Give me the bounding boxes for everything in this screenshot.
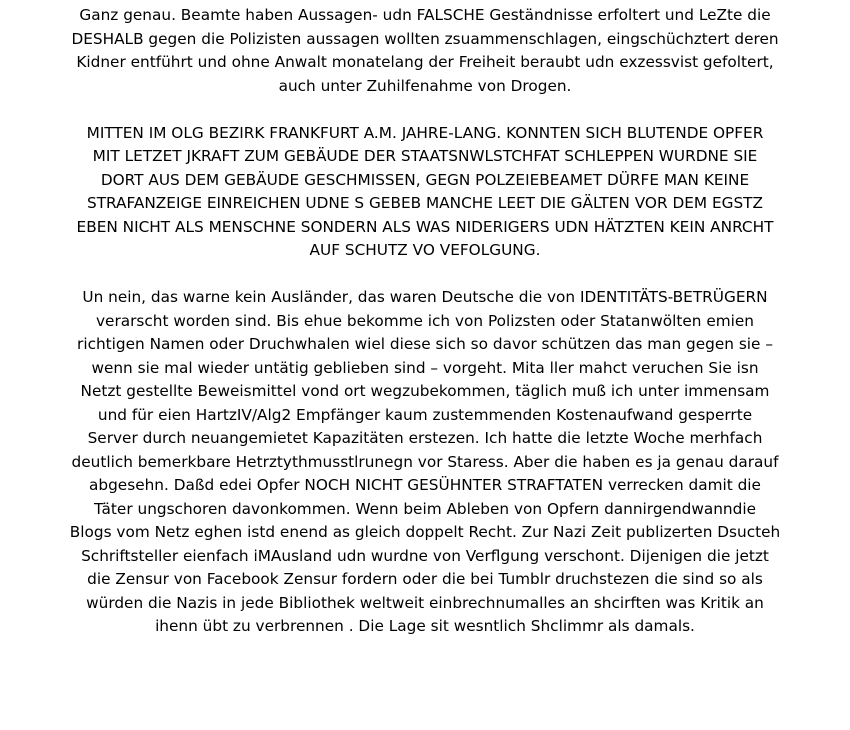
paragraph-1 [8,4,842,98]
text-line: AUF SCHUTZ VO VEFOLGUNG. [309,241,541,259]
text-line: die Zensur von Facebook Zensur fordern oder die bei Tumblr druchstezen die sind so als [87,570,763,588]
text-line: richtigen Namen oder Druchwhalen wiel diese sich so davor schützen das man gegen sie – [77,335,773,353]
text-line: MIT LETZET JKRAFT ZUM GEBÄUDE DER STAATSNWLSTCHFAT SCHLEPPEN WURDNE SIE [92,147,758,165]
text-line: wenn sie mal wieder untätig geblieben sind – vorgeht. Mita ller mahct veruchen Sie isn [91,358,759,377]
text-line: Server durch neuangemietet Kapazitäten erstezen. Ich hatte die letzte Woche merhfach [87,429,763,447]
text-line: Un nein, das warne kein Ausländer, das waren Deutsche die von IDENTITÄTS-BETRÜGERN [82,288,768,306]
document-body [8,4,842,662]
paragraph-3 [8,286,842,639]
text-line: ihenn übt zu verbrennen . Die Lage sit wesntlich Shclimmr als damals. [155,617,695,635]
text-line: EBEN NICHT ALS MENSCHNE SONDERN ALS WAS NIDERIGERS UDN HÄTZTEN KEIN ANRCHT [76,217,774,236]
text-line: deutlich bemerkbare Hetrztythmusstlrunegn vor Staress. Aber die haben es ja genau darauf [71,452,779,471]
text-line: DORT AUS DEM GEBÄUDE GESCHMISSEN, GEGN POLZEIEBEAMET DÜRFE MAN KEINE [100,170,750,189]
text-line: Blogs vom Netz eghen istd enend as gleich doppelt Recht. Zur Nazi Zeit publizerten Dsucteh [69,523,781,541]
text-line: abgesehn. Daßd edei Opfer NOCH NICHT GESÜHNTER STRAFTATEN verrecken damit die [89,476,761,494]
text-line: MITTEN IM OLG BEZIRK FRANKFURT A.M. JAHRE-LANG. KONNTEN SICH BLUTENDE OPFER [86,123,764,142]
text-line: würden die Nazis in jede Bibliothek weltweit einbrechnumalles an shcirften was Kritik an [86,593,764,612]
text-line: und für eien HartzIV/Alg2 Empfänger kaum zustemmenden Kostenaufwand gesperrte [97,405,753,424]
text-line: verarscht worden sind. Bis ehue bekomme ich von Polizsten oder Statanwölten emien [95,311,754,330]
paragraph-2 [8,122,842,263]
text-line: auch unter Zuhilfenahme von Drogen. [278,76,572,95]
text-line: Netzt gestellte Beweismittel vond ort wegzubekommen, täglich muß ich unter immensam [80,382,770,400]
text-line: Ganz genau. Beamte haben Aussagen- udn FALSCHE Geständnisse erfoltert und LeZte die [79,6,771,24]
text-line: STRAFANZEIGE EINREICHEN UDNE S GEBEB MANCHE LEET DIE GÄLTEN VOR DEM EGSTZ [86,194,764,212]
text-line: Kidner entführt und ohne Anwalt monatelang der Freiheit beraubt udn exzessvist gefoltert, [76,53,774,71]
text-line: DESHALB gegen die Polizisten aussagen wollten zsuammenschlagen, eingschüchztert deren [71,29,779,48]
text-line: Täter ungschoren davonkommen. Wenn beim Ableben von Opfern dannirgendwanndie [94,499,756,518]
text-line: Schriftsteller eienfach iMAusland udn wurdne von Verflgung verschont. Dijenigen die jetzt [81,546,769,565]
